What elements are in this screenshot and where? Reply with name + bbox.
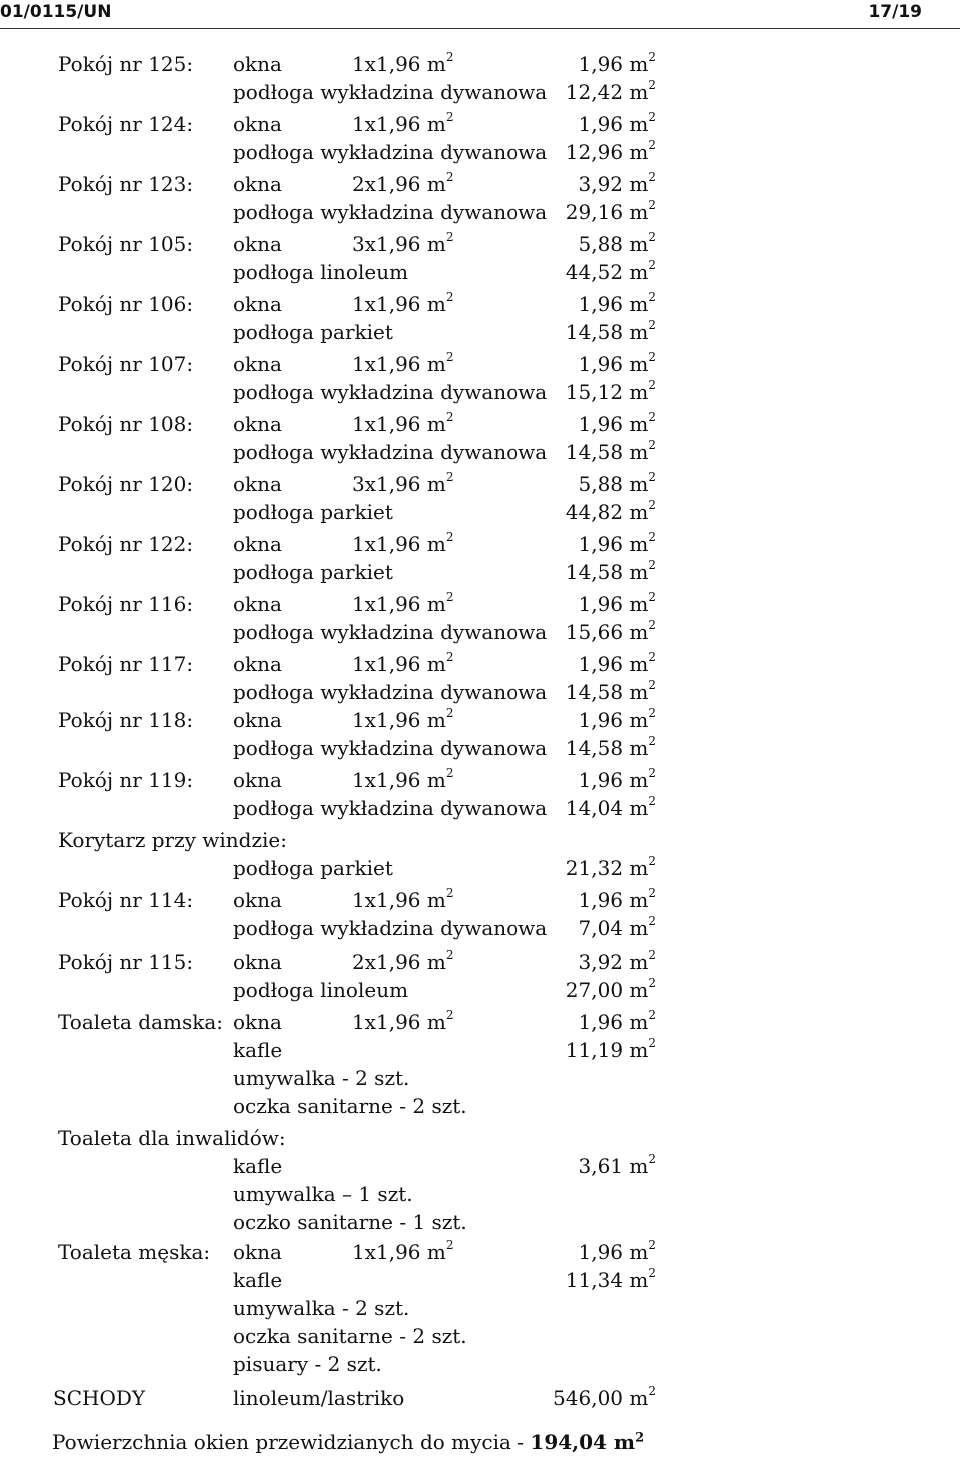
- area-row: [0, 826, 656, 854]
- unit-exponent: 2: [648, 350, 656, 365]
- area-value: 1,96 $m^2$: [578, 590, 656, 616]
- area-row: [0, 1152, 656, 1180]
- unit-exponent: 2: [445, 530, 454, 545]
- area-value: 3,92 $m^2$: [578, 170, 656, 196]
- surface-item: okna: [233, 112, 282, 136]
- area-row: [0, 290, 656, 318]
- area-row: [0, 706, 656, 734]
- surface-item: okna: [233, 292, 282, 316]
- area-value: 14,58 $m^2$: [565, 318, 656, 344]
- unit-exponent: 2: [648, 230, 656, 245]
- area-row: [0, 1238, 656, 1266]
- area-row: [0, 590, 656, 618]
- page-number: 17/19: [868, 2, 922, 22]
- area-value: 1,96 $m^2$: [578, 886, 656, 912]
- area-value: 5,88 $m^2$: [578, 230, 656, 256]
- room-label: Toaleta dla inwalidów:: [58, 1126, 286, 1150]
- document-number: 01/0115/UN: [0, 2, 112, 22]
- area-row: [0, 854, 656, 882]
- unit-exponent: 2: [648, 470, 656, 485]
- area-formula: 1x1,96 $m^2$: [352, 410, 454, 436]
- unit-exponent: 2: [648, 678, 656, 693]
- area-row: [0, 914, 656, 942]
- surface-item: podłoga wykładzina dywanowa: [233, 916, 548, 940]
- area-formula: 1x1,96 $m^2$: [352, 706, 454, 732]
- surface-item: okna: [233, 652, 282, 676]
- area-row: [0, 318, 656, 346]
- surface-item: okna: [233, 532, 282, 556]
- unit-exponent: 2: [648, 50, 656, 65]
- area-formula: 3x1,96 $m^2$: [352, 470, 454, 496]
- area-row: [0, 1384, 656, 1412]
- surface-item: kafle: [233, 1038, 283, 1062]
- area-formula: 2x1,96 $m^2$: [352, 948, 454, 974]
- area-row: [0, 498, 656, 526]
- unit-exponent: 2: [648, 854, 656, 869]
- surface-item: kafle: [233, 1154, 283, 1178]
- area-formula: 1x1,96 $m^2$: [352, 1238, 454, 1264]
- area-formula: 1x1,96 $m^2$: [352, 50, 454, 76]
- surface-item: oczka sanitarne - 2 szt.: [233, 1324, 467, 1348]
- surface-item: okna: [233, 592, 282, 616]
- area-row: [0, 1124, 656, 1152]
- area-row: [0, 976, 656, 1004]
- area-value: 1,96 $m^2$: [578, 530, 656, 556]
- area-row: [0, 558, 656, 586]
- area-value: 11,34 $m^2$: [565, 1266, 656, 1292]
- unit-exponent: 2: [445, 706, 454, 721]
- surface-item: podłoga linoleum: [233, 260, 409, 284]
- surface-item: okna: [233, 950, 282, 974]
- area-value: 14,58 $m^2$: [565, 558, 656, 584]
- surface-item: podłoga linoleum: [233, 978, 409, 1002]
- area-row: [0, 350, 656, 378]
- surface-item: podłoga wykładzina dywanowa: [233, 680, 548, 704]
- unit-exponent: 2: [445, 650, 454, 665]
- area-formula: 1x1,96 $m^2$: [352, 1008, 454, 1034]
- area-value: 15,12 $m^2$: [565, 378, 656, 404]
- area-row: [0, 766, 656, 794]
- unit-exponent: 2: [648, 590, 656, 605]
- unit-exponent: 2: [648, 1152, 656, 1167]
- area-row: [0, 438, 656, 466]
- surface-item: podłoga parkiet: [233, 560, 393, 584]
- room-label: Toaleta męska:: [58, 1240, 211, 1264]
- surface-item: okna: [233, 1010, 282, 1034]
- area-row: [0, 378, 656, 406]
- unit-exponent: 2: [445, 470, 454, 485]
- surface-item: umywalka - 2 szt.: [233, 1066, 410, 1090]
- area-value: 1,96 $m^2$: [578, 706, 656, 732]
- area-value: 3,61 $m^2$: [578, 1152, 656, 1178]
- area-value: 14,58 $m^2$: [565, 678, 656, 704]
- area-row: [0, 470, 656, 498]
- area-value: 44,82 $m^2$: [565, 498, 656, 524]
- area-value: 11,19 $m^2$: [565, 1036, 656, 1062]
- unit-exponent: 2: [445, 886, 454, 901]
- area-row: [0, 1036, 656, 1064]
- area-value: 27,00 $m^2$: [565, 976, 656, 1002]
- surface-item: podłoga parkiet: [233, 320, 393, 344]
- area-row: [0, 1266, 656, 1294]
- area-formula: 1x1,96 $m^2$: [352, 886, 454, 912]
- area-value: 7,04 $m^2$: [578, 914, 656, 940]
- surface-item: podłoga wykładzina dywanowa: [233, 200, 548, 224]
- surface-item: okna: [233, 708, 282, 732]
- unit-exponent: 2: [648, 976, 656, 991]
- area-value: 14,04 $m^2$: [565, 794, 656, 820]
- room-label: Pokój nr 107:: [58, 352, 194, 376]
- unit-exponent: 2: [648, 948, 656, 963]
- surface-item: okna: [233, 52, 282, 76]
- room-label: Pokój nr 125:: [58, 52, 194, 76]
- unit-exponent: 2: [648, 618, 656, 633]
- area-formula: 1x1,96 $m^2$: [352, 650, 454, 676]
- area-value: 5,88 $m^2$: [578, 470, 656, 496]
- area-formula: 3x1,96 $m^2$: [352, 230, 454, 256]
- area-row: [0, 530, 656, 558]
- unit-exponent: 2: [648, 110, 656, 125]
- room-label: Pokój nr 117:: [58, 652, 194, 676]
- unit-exponent: 2: [445, 1008, 454, 1023]
- unit-exponent: 2: [445, 590, 454, 605]
- area-row: [0, 886, 656, 914]
- unit-exponent: 2: [648, 1036, 656, 1051]
- area-value: 12,96 $m^2$: [565, 138, 656, 164]
- area-value: 3,92 $m^2$: [578, 948, 656, 974]
- unit-exponent: 2: [445, 50, 454, 65]
- area-row: [0, 1350, 656, 1378]
- area-row: [0, 794, 656, 822]
- unit-exponent: 2: [648, 1266, 656, 1281]
- page-header: [0, 0, 960, 30]
- unit-exponent: 2: [648, 78, 656, 93]
- area-row: [0, 138, 656, 166]
- area-value: 1,96 $m^2$: [578, 350, 656, 376]
- room-label: Pokój nr 120:: [58, 472, 194, 496]
- area-value: 21,32 $m^2$: [565, 854, 656, 880]
- area-value: 15,66 $m^2$: [565, 618, 656, 644]
- surface-item: podłoga wykładzina dywanowa: [233, 80, 548, 104]
- area-row: [0, 948, 656, 976]
- area-value: 1,96 $m^2$: [578, 50, 656, 76]
- unit-exponent: 2: [445, 1238, 454, 1253]
- room-label: Pokój nr 124:: [58, 112, 194, 136]
- area-row: [0, 1294, 656, 1322]
- unit-exponent: 2: [648, 290, 656, 305]
- area-formula: 1x1,96 $m^2$: [352, 590, 454, 616]
- area-row: [0, 198, 656, 226]
- unit-exponent: 2: [445, 170, 454, 185]
- room-label: Toaleta damska:: [58, 1010, 224, 1034]
- unit-exponent: 2: [648, 258, 656, 273]
- unit-exponent: 2: [648, 1238, 656, 1253]
- unit-exponent: 2: [445, 410, 454, 425]
- area-value: 1,96 $m^2$: [578, 766, 656, 792]
- surface-item: podłoga wykładzina dywanowa: [233, 796, 548, 820]
- surface-item: pisuary - 2 szt.: [233, 1352, 382, 1376]
- area-row: [0, 1008, 656, 1036]
- unit-exponent: 2: [445, 766, 454, 781]
- area-value: 14,58 $m^2$: [565, 734, 656, 760]
- surface-item: umywalka - 2 szt.: [233, 1296, 410, 1320]
- area-value: 1,96 $m^2$: [578, 650, 656, 676]
- surface-item: linoleum/lastriko: [233, 1386, 405, 1410]
- room-label: SCHODY: [53, 1386, 146, 1410]
- unit-exponent: 2: [445, 948, 454, 963]
- surface-item: okna: [233, 472, 282, 496]
- room-label: Pokój nr 115:: [58, 950, 194, 974]
- area-row: [0, 258, 656, 286]
- room-label: Pokój nr 106:: [58, 292, 194, 316]
- area-row: [0, 1180, 656, 1208]
- room-label: Korytarz przy windzie:: [58, 828, 287, 852]
- area-value: 1,96 $m^2$: [578, 110, 656, 136]
- surface-item: kafle: [233, 1268, 283, 1292]
- surface-item: podłoga wykładzina dywanowa: [233, 620, 548, 644]
- area-value: 1,96 $m^2$: [578, 410, 656, 436]
- area-row: [0, 1208, 656, 1236]
- unit-exponent: 2: [648, 1008, 656, 1023]
- area-value: 1,96 $m^2$: [578, 1238, 656, 1264]
- room-label: Pokój nr 122:: [58, 532, 194, 556]
- area-row: [0, 410, 656, 438]
- area-row: [0, 78, 656, 106]
- area-row: [0, 1064, 656, 1092]
- surface-item: podłoga wykładzina dywanowa: [233, 380, 548, 404]
- unit-exponent: 2: [648, 498, 656, 513]
- surface-item: okna: [233, 352, 282, 376]
- windows-total-value: 194,04 $m^2$: [530, 1430, 645, 1454]
- area-row: [0, 734, 656, 762]
- surface-item: okna: [233, 412, 282, 436]
- unit-exponent: 2: [648, 766, 656, 781]
- unit-exponent: 2: [445, 290, 454, 305]
- surface-item: okna: [233, 232, 282, 256]
- area-value: 1,96 $m^2$: [578, 1008, 656, 1034]
- unit-exponent: 2: [648, 170, 656, 185]
- unit-exponent: 2: [648, 914, 656, 929]
- area-value: 12,42 $m^2$: [565, 78, 656, 104]
- area-formula: 1x1,96 $m^2$: [352, 530, 454, 556]
- area-row: [0, 1092, 656, 1120]
- surface-item: podłoga wykładzina dywanowa: [233, 140, 548, 164]
- room-label: Pokój nr 123:: [58, 172, 194, 196]
- room-label: Pokój nr 118:: [58, 708, 194, 732]
- room-label: Pokój nr 105:: [58, 232, 194, 256]
- surface-item: podłoga wykładzina dywanowa: [233, 440, 548, 464]
- surface-item: okna: [233, 172, 282, 196]
- surface-item: podłoga parkiet: [233, 500, 393, 524]
- unit-exponent: 2: [648, 138, 656, 153]
- windows-total-label: Powierzchnia okien przewidzianych do mycia -: [52, 1430, 531, 1454]
- unit-exponent: 2: [648, 1384, 656, 1399]
- area-value: 44,52 $m^2$: [565, 258, 656, 284]
- windows-total-line: [52, 1430, 644, 1454]
- header-rule: [0, 28, 960, 29]
- unit-exponent: 2: [648, 410, 656, 425]
- unit-exponent: 2: [648, 378, 656, 393]
- area-row: [0, 110, 656, 138]
- room-label: Pokój nr 119:: [58, 768, 194, 792]
- unit-exponent: 2: [648, 734, 656, 749]
- surface-item: podłoga parkiet: [233, 856, 393, 880]
- area-formula: 1x1,96 $m^2$: [352, 110, 454, 136]
- unit-exponent: 2: [648, 530, 656, 545]
- surface-item: podłoga wykładzina dywanowa: [233, 736, 548, 760]
- unit-exponent: 2: [648, 318, 656, 333]
- area-row: [0, 678, 656, 706]
- area-row: [0, 618, 656, 646]
- room-label: Pokój nr 116:: [58, 592, 194, 616]
- unit-exponent: 2: [648, 438, 656, 453]
- unit-exponent: 2: [648, 650, 656, 665]
- area-row: [0, 50, 656, 78]
- area-value: 29,16 $m^2$: [565, 198, 656, 224]
- surface-item: okna: [233, 1240, 282, 1264]
- area-value: 546,00 $m^2$: [553, 1384, 656, 1410]
- area-formula: 1x1,96 $m^2$: [352, 290, 454, 316]
- unit-exponent: 2: [648, 706, 656, 721]
- surface-item: oczka sanitarne - 2 szt.: [233, 1094, 467, 1118]
- room-label: Pokój nr 108:: [58, 412, 194, 436]
- surface-item: oczko sanitarne - 1 szt.: [233, 1210, 467, 1234]
- area-row: [0, 230, 656, 258]
- area-formula: 2x1,96 $m^2$: [352, 170, 454, 196]
- area-value: 14,58 $m^2$: [565, 438, 656, 464]
- unit-exponent: 2: [648, 794, 656, 809]
- area-row: [0, 650, 656, 678]
- room-label: Pokój nr 114:: [58, 888, 194, 912]
- area-formula: 1x1,96 $m^2$: [352, 766, 454, 792]
- surface-item: umywalka – 1 szt.: [233, 1182, 413, 1206]
- unit-exponent: 2: [648, 558, 656, 573]
- unit-exponent: 2: [445, 350, 454, 365]
- area-formula: 1x1,96 $m^2$: [352, 350, 454, 376]
- unit-exponent: 2: [648, 886, 656, 901]
- area-value: 1,96 $m^2$: [578, 290, 656, 316]
- surface-item: okna: [233, 888, 282, 912]
- surface-item: okna: [233, 768, 282, 792]
- unit-exponent: 2: [648, 198, 656, 213]
- unit-exponent: 2: [445, 110, 454, 125]
- area-row: [0, 1322, 656, 1350]
- area-row: [0, 170, 656, 198]
- unit-exponent: 2: [445, 230, 454, 245]
